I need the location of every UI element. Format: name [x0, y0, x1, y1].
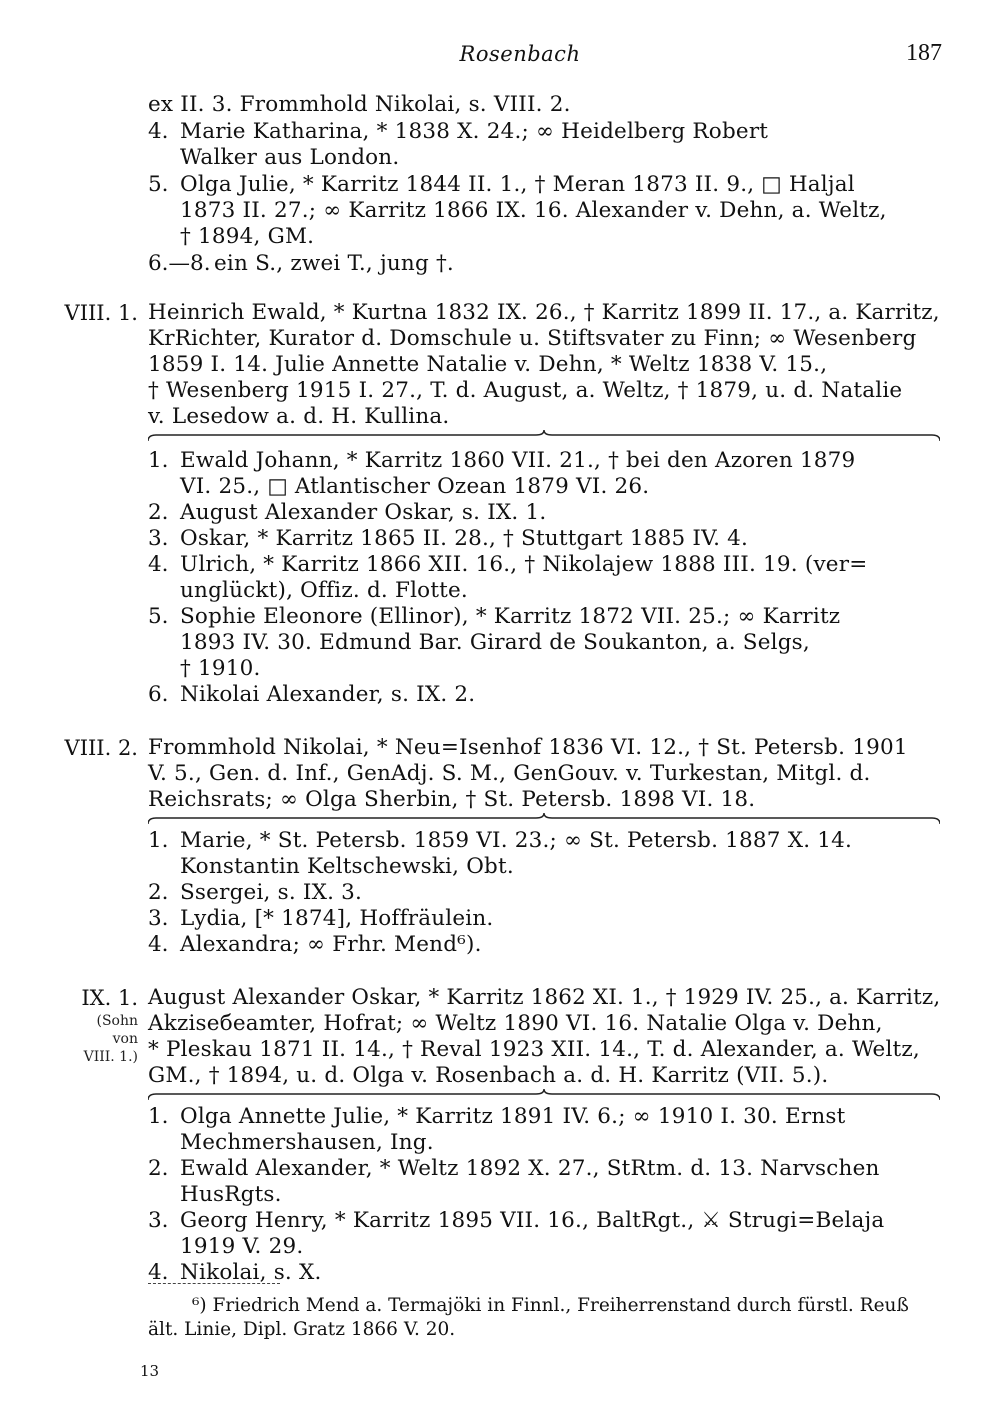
- footnote-line: ⁶) Friedrich Mend a. Termajöki in Finnl., Freiherrenstand durch fürstl. Reuß: [192, 1295, 909, 1316]
- child-line: August Alexander Oskar, s. IX. 1.: [180, 500, 547, 525]
- child-line: Lydia, [* 1874], Hoffräulein.: [180, 906, 494, 931]
- child-line: 1893 IV. 30. Edmund Bar. Girard de Soukanton, a. Selgs,: [180, 630, 810, 655]
- child-number: 6.—8.: [148, 251, 211, 276]
- children-brace: [148, 430, 940, 442]
- child-line: Alexandra; ∞ Frhr. Mend⁶).: [180, 932, 482, 957]
- child-number: 5.: [148, 604, 169, 629]
- entry-label: IX. 1.: [81, 986, 138, 1010]
- child-number: 2.: [148, 1156, 169, 1181]
- child-number: 1.: [148, 1104, 169, 1129]
- continuation-line: ex II. 3. Frommhold Nikolai, s. VIII. 2.: [148, 92, 571, 117]
- child-number: 4.: [148, 119, 169, 144]
- child-number: 3.: [148, 526, 169, 551]
- child-line: Marie, * St. Petersb. 1859 VI. 23.; ∞ St. Petersb. 1887 X. 14.: [180, 828, 853, 853]
- child-line: Oskar, * Karritz 1865 II. 28., † Stuttgart 1885 IV. 4.: [180, 526, 749, 551]
- child-line: 1873 II. 27.; ∞ Karritz 1866 IX. 16. Alexander v. Dehn, a. Weltz,: [180, 198, 887, 223]
- child-line: Nikolai, s. X.: [180, 1260, 322, 1285]
- entry-side-note: (Sohn: [96, 1013, 138, 1029]
- child-number: 6.: [148, 682, 169, 707]
- child-line: HusRgts.: [180, 1182, 282, 1207]
- child-number: 1.: [148, 448, 169, 473]
- entry-line: August Alexander Oskar, * Karritz 1862 XI. 1., † 1929 IV. 25., a. Karritz,: [148, 985, 941, 1010]
- entry-line: 1859 I. 14. Julie Annette Natalie v. Dehn, * Weltz 1838 V. 15.,: [148, 352, 828, 377]
- child-line: Marie Katharina, * 1838 X. 24.; ∞ Heidelberg Robert: [180, 119, 769, 144]
- child-number: 4.: [148, 1260, 169, 1285]
- entry-line: KrRichter, Kurator d. Domschule u. Stiftsvater zu Finn; ∞ Wesenberg: [148, 326, 917, 351]
- child-line: Mechmershausen, Ing.: [180, 1130, 434, 1155]
- entry-line: Frommhold Nikolai, * Neu=Isenhof 1836 VI. 12., † St. Petersb. 1901: [148, 735, 908, 760]
- child-line: Walker aus London.: [180, 145, 400, 170]
- child-line: Ulrich, * Karritz 1866 XII. 16., † Nikolajew 1888 III. 19. (ver=: [180, 552, 868, 577]
- child-line: Sophie Eleonore (Ellinor), * Karritz 1872 VII. 25.; ∞ Karritz: [180, 604, 841, 629]
- child-line: Georg Henry, * Karritz 1895 VII. 16., BaltRgt., ⚔ Strugi=Belaja: [180, 1208, 885, 1233]
- child-number: 2.: [148, 500, 169, 525]
- child-line: Olga Julie, * Karritz 1844 II. 1., † Meran 1873 II. 9., □ Haljal: [180, 172, 855, 197]
- footnote-line: ält. Linie, Dipl. Gratz 1866 V. 20.: [148, 1319, 456, 1340]
- entry-line: GM., † 1894, u. d. Olga v. Rosenbach a. d. H. Karritz (VII. 5.).: [148, 1063, 829, 1088]
- child-number: 4.: [148, 932, 169, 957]
- child-number: 3.: [148, 906, 169, 931]
- child-line: unglückt), Offiz. d. Flotte.: [180, 578, 468, 603]
- footnote-rule: [148, 1283, 280, 1284]
- child-line: Ewald Johann, * Karritz 1860 VII. 21., † bei den Azoren 1879: [180, 448, 856, 473]
- entry-line: Heinrich Ewald, * Kurtna 1832 IX. 26., † Karritz 1899 II. 17., a. Karritz,: [148, 300, 940, 325]
- running-title: Rosenbach: [459, 42, 581, 66]
- children-brace: [148, 1089, 940, 1101]
- child-number: 5.: [148, 172, 169, 197]
- entry-line: V. 5., Gen. d. Inf., GenAdj. S. M., GenGouv. v. Turkestan, Mitgl. d.: [148, 761, 871, 786]
- entry-line: Akziseбeamter, Hofrat; ∞ Weltz 1890 VI. 16. Natalie Olga v. Dehn,: [148, 1011, 883, 1036]
- child-line: † 1894, GM.: [180, 224, 315, 249]
- entry-side-note: VIII. 1.): [83, 1049, 138, 1065]
- entry-side-note: von: [112, 1031, 138, 1047]
- child-number: 3.: [148, 1208, 169, 1233]
- entry-label: VIII. 1.: [64, 301, 138, 325]
- entry-line: Reichsrats; ∞ Olga Sherbin, † St. Petersb. 1898 VI. 18.: [148, 787, 756, 812]
- entry-line: † Wesenberg 1915 I. 27., T. d. August, a. Weltz, † 1879, u. d. Natalie: [148, 378, 903, 403]
- child-line: Ssergei, s. IX. 3.: [180, 880, 363, 905]
- child-line: † 1910.: [180, 656, 261, 681]
- entry-label: VIII. 2.: [64, 736, 138, 760]
- child-line: Olga Annette Julie, * Karritz 1891 IV. 6.; ∞ 1910 I. 30. Ernst: [180, 1104, 846, 1129]
- children-brace: [148, 813, 940, 825]
- child-line: 1919 V. 29.: [180, 1234, 304, 1259]
- child-number: 1.: [148, 828, 169, 853]
- child-line: ein S., zwei T., jung †.: [214, 251, 454, 276]
- child-line: VI. 25., □ Atlantischer Ozean 1879 VI. 26.: [180, 474, 650, 499]
- page-number: 187: [906, 40, 942, 66]
- entry-line: v. Lesedow a. d. H. Kullina.: [148, 404, 450, 429]
- signature-mark: 13: [140, 1362, 160, 1380]
- child-line: Ewald Alexander, * Weltz 1892 X. 27., StRtm. d. 13. Narvschen: [180, 1156, 880, 1181]
- child-number: 4.: [148, 552, 169, 577]
- child-line: Konstantin Keltschewski, Obt.: [180, 854, 514, 879]
- child-number: 2.: [148, 880, 169, 905]
- entry-line: * Pleskau 1871 II. 14., † Reval 1923 XII. 14., T. d. Alexander, a. Weltz,: [148, 1037, 920, 1062]
- child-line: Nikolai Alexander, s. IX. 2.: [180, 682, 476, 707]
